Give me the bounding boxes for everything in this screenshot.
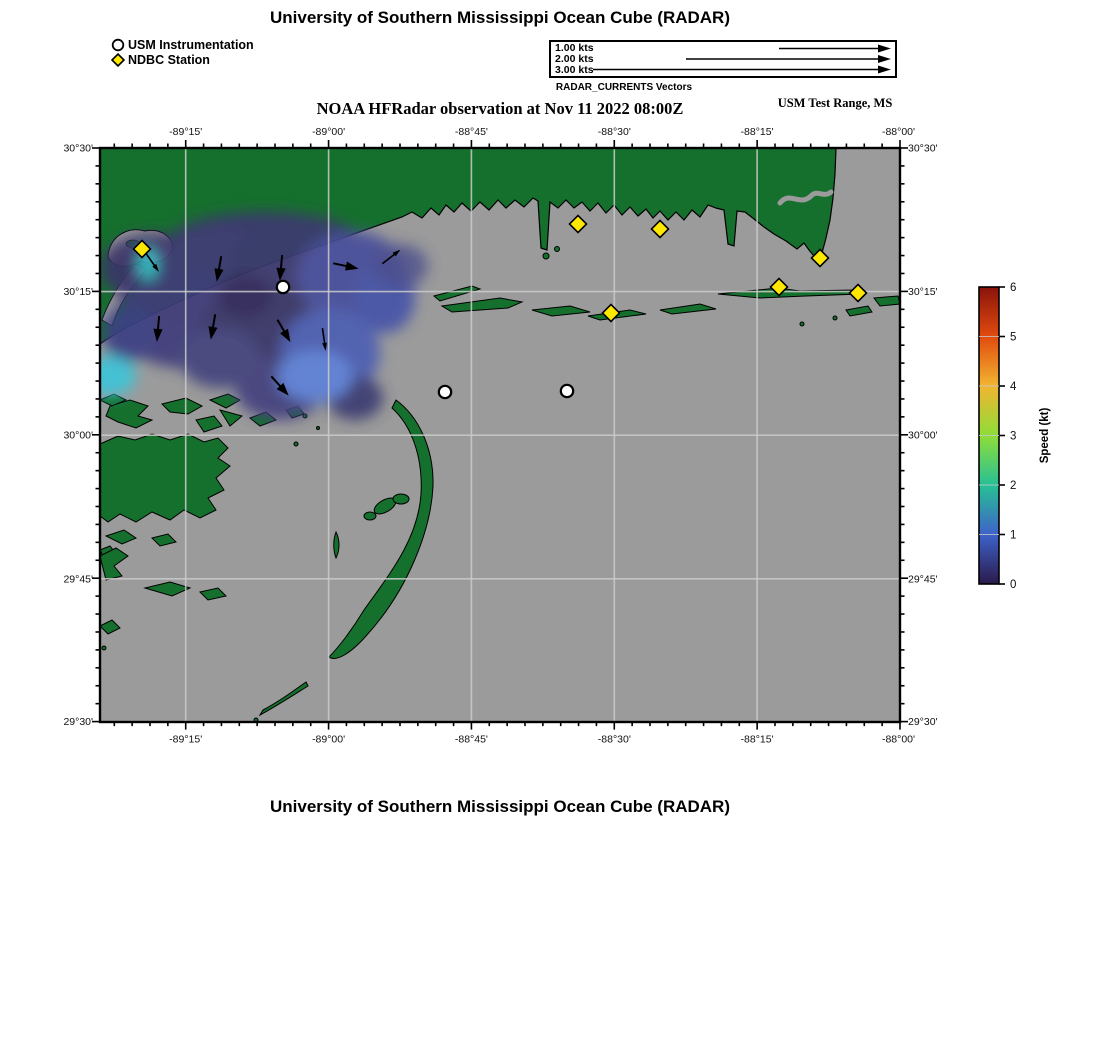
legend-label: USM Instrumentation (128, 37, 254, 52)
usm-station-marker (277, 281, 289, 293)
x-tick-label: -88°45' (454, 733, 488, 746)
y-tick-label: 29°30' (908, 716, 938, 728)
x-tick-label: -88°15' (740, 733, 774, 746)
y-tick-label: 29°45' (63, 573, 93, 586)
usm-station-marker (439, 386, 451, 398)
x-tick-label: -88°00' (881, 733, 916, 746)
x-tick-label: -89°15' (169, 733, 203, 746)
usm-station-marker (561, 385, 573, 397)
colorbar (979, 282, 1051, 591)
bottom-title: University of Southern Mississippi Ocean Cube (RADAR) (269, 797, 730, 816)
y-tick-label: 29°30' (63, 716, 93, 728)
y-tick-label: 30°15' (63, 286, 93, 299)
page-title: University of Southern Mississippi Ocean Cube (RADAR) (269, 8, 730, 27)
vector-scale-caption: RADAR_CURRENTS Vectors (555, 82, 693, 93)
observation-subtitle: NOAA HFRadar observation at Nov 11 2022 08:00Z (316, 99, 684, 118)
colorbar-tick-label: 0 (1010, 579, 1017, 591)
y-tick-label: 30°15' (908, 286, 938, 299)
colorbar-axis-label: Speed (kt) (1039, 407, 1051, 464)
x-tick-label: -89°00' (312, 126, 346, 138)
scale-row-label: 3.00 kts (555, 64, 594, 76)
colorbar-tick-label: 6 (1010, 282, 1017, 294)
x-tick-label: -89°00' (312, 733, 346, 746)
region-label: USM Test Range, MS (777, 96, 893, 110)
colorbar-tick-label: 2 (1010, 480, 1017, 492)
y-tick-label: 30°30' (908, 142, 938, 155)
colorbar-tick-label: 5 (1010, 331, 1017, 344)
x-tick-label: -88°45' (454, 126, 488, 138)
colorbar-tick-label: 4 (1010, 381, 1017, 393)
y-tick-label: 30°00' (63, 429, 93, 442)
scale-row-label: 2.00 kts (555, 53, 594, 65)
x-tick-label: -88°30' (597, 733, 631, 746)
x-tick-label: -88°00' (881, 126, 916, 138)
y-tick-label: 29°45' (908, 573, 938, 586)
x-tick-label: -89°15' (169, 126, 203, 138)
legend-label: NDBC Station (128, 52, 210, 67)
y-tick-label: 30°00' (908, 429, 938, 442)
x-tick-label: -88°30' (597, 126, 631, 138)
x-tick-label: -88°15' (740, 126, 774, 138)
scale-row-label: 1.00 kts (555, 42, 594, 54)
colorbar-tick-label: 3 (1010, 430, 1017, 443)
colorbar-tick-label: 1 (1010, 529, 1017, 542)
y-tick-label: 30°30' (63, 142, 93, 155)
